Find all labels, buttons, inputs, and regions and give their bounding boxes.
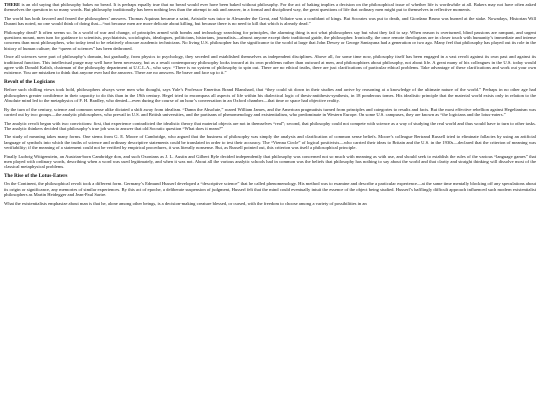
paragraph-text: By the turn of the century, science and common sense alike dictated a shift away from idealism. “Damn the Absolute,” roared William James, and the American pragmatists turned from principles and categories to results and facts. But the most effective rebellion against Hegelianism was carried out by two groups—the analytic philosophers, who prevail in U.S. and British universities, and the partisans of phenomenology and existentialism, who predominate in Western Europe. On some U.S. campuses, they are known as “the logicians and the lotus-eaters.” [4, 106, 536, 118]
paragraph-text: Once all sciences were part of philosophy’s domain, but gradually, from physics to psychology, they seceded and established themselves as independent disciplines. Above all, for some time now, philosophy itself has been engaged in a vast revolt against its own past and against its traditional function. This intellectual purge may well have been necessary, but as a result contemporary philosophy looks inward at its own problems rather than outward at men, and philosophizes about philosophy, not about life. A great many of his colleagues in the U.S. today would agree with Donald Kalish, chairman of the philosophy department at U.C.L.A., who says: “There is no system of philosophy to spin out. There are no ethical truths, there are just clarifications of particular ethical problems. Take advantage of these clarifications and work out your own existence. You are mistaken to think that anyone ever had the answers. There are no answers. Be brave and face up to it.” [4, 54, 536, 76]
paragraph-text: Finally Ludwig Wittgenstein, an Austrian-born Cambridge don, and such Oxonians as J. L. Austin and Gilbert Ryle decided independently that philosophy was concerned not so much with meaning as with use, and should seek to establish the rules of the various “language games” that men played with ordinary words, describing when a word was used legitimately, and when it was not. About all the various analytic schools had in common was the beliefs that philosophy has nothing to say about the world and that clarity and straight thinking will dissolve most of the classical metaphysical problems. [4, 153, 536, 170]
article-paragraph [4, 121, 536, 132]
paragraph-text: Before such chilling views took hold, philosophers always were men who thought, says Yale’s Professor Emeritus Brand Blanshard, that “they could sit down in their studies and arrive by reasoning at a knowledge of the ultimate nature of the world.” Perhaps in no other age had philosophers greater confidence in their capacity to do this than in the 19th century. Hegel tried to encompass all aspects of life within his dialectical logic of thesis-antithesis-synthesis, in 18 ponderous tomes. His idealistic principle that the material world exists only in relation to the Absolute mind led to the metaphysics of F. H. Bradley, who denied—even during the course of an hour’s conversation in an Oxford chamber—that time or space had objective reality. [4, 87, 536, 104]
article-paragraph [4, 16, 536, 27]
article-paragraph [4, 134, 536, 150]
article-paragraph [4, 87, 536, 103]
paragraph-text: The study of meaning takes many forms. One stems from G. E. Moore of Cambridge, who argued that the business of philosophy was simply the analysis and clarification of common sense beliefs. Moore’s colleague Bertrand Russell tried to eliminate fallacies by using an artificial language of symbols into which the truths of science and ordinary descriptive statements could be translated in order to test their accuracy. The “Vienna Circle” of logical positivists—who carried their ideas to Britain and the U.S. in the 1930s—declared that the criterion of meaning was verifiability; if the meaning of a statement could not be verified by empirical procedures, it was literally nonsense. But, as Russell pointed out, this criterion was itself a philosophical principle. [4, 134, 536, 151]
article-paragraph [4, 181, 536, 197]
paragraph-text: is an old saying that philosophy bakes no bread. It is perhaps equally true that no bread would ever have been baked without philosophy. For the act of baking implies a decision on the philosophical issue of whether life is worthwhile at all. Bakers may not have often asked themselves the question in so many words. But philosophy traditionally has been nothing less than the attempt to ask and answer, in a formal and disciplined way, the great questions of life that ordinary men might put to themselves in reflective moments. [4, 2, 536, 13]
paragraph-text: What the existentialists emphasize about man is that he, alone among other beings, is a decision-making creature blessed, or cursed, with the freedom to choose among a variety of possibilities in an [4, 200, 367, 206]
paragraph-text: The analytic revolt began with two convictions: first, that experience contradicted the idealistic theory that material objects are not in themselves “real”; second, that philosophy could not compete with science as a way of studying the real world and thus would have to turn to other tasks. The analytic thinkers decided that philosophy’s true job was to answer that old Socratic question “What does it mean?” [4, 120, 536, 131]
paragraph-text: The world has both favored and feared the philosophers’ answers. Thomas Aquinas became a saint, Aristotle was tutor to Alexander the Great, and Voltaire was a confidant of kings. But Socrates was put to death, and Giordano Bruno was burned at the stake. Nowadays, Historian Will Durant has noted, no one would think of doing that—“not because men are more delicate about killing, but because there is no need to kill that which is already dead.” [4, 15, 536, 27]
paragraph-text: Philosophy dead? It often seems so. In a world of war and change, of principles armed with bombs and technology searching for principles, the alarming thing is not what philosophers say but what they fail to say. When reason is overturned, blind passions are rampant, and urgent questions mount, men turn for guidance to scientists, psychiatrists, sociologists, idealogues, politicians, historians, journalists—almost anyone except their traditional guide, the philosopher. Ironically, the once remote theologians are in closer touch with humanity’s immediate and intense concerns than most philosophers, who today tend to be relatively obscure academic technicians. No living U.S. philosopher has the significance to the world at large that John Dewey or George Santayana had a generation or two ago. Many feel that philosophy has played out its role in the history of human culture; the “queen of sciences” has been dethroned. [4, 29, 536, 51]
section-heading [4, 79, 536, 85]
paragraph-text: On the Continent, the philosophical revolt took a different form. Germany’s Edmund Husserl developed a “descriptive science” that he called phenomenology. His method was to examine and describe a particular experience—at the same time mentally blocking off any speculations about its origin or significance, any memories of similar experiences. By this act of epoche, a deliberate suspension of judgment, Husserl felt that the mind could eventually intuit the essence of the object being studied. Husserl’s bafflingly difficult approach influenced such modern existentialist philosophers as Martin Heidegger and Jean-Paul Sartre. [4, 181, 536, 198]
lead-word: THERE [4, 2, 21, 7]
article-paragraph [4, 30, 536, 51]
article-paragraph [4, 201, 536, 206]
article-paragraph [4, 154, 536, 170]
section-heading [4, 173, 536, 179]
heading-text: Revolt of the Logicians [4, 78, 55, 85]
heading-text: The Rise of the Lotus-Eaters [4, 172, 68, 179]
article-paragraph [4, 2, 536, 13]
article-paragraph [4, 54, 536, 75]
article-paragraph [4, 107, 536, 118]
